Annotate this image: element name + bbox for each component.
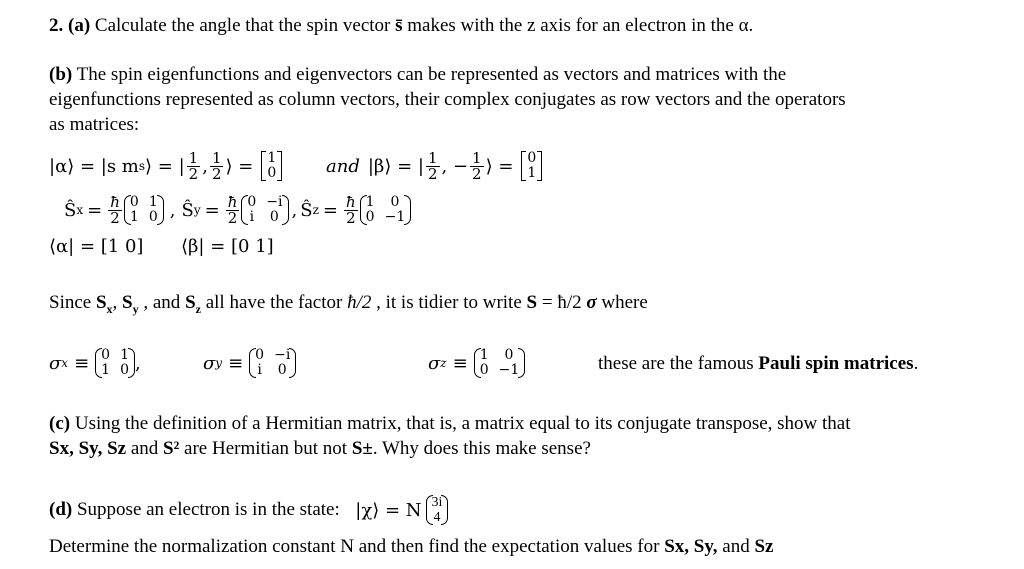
- question-c-label: (c): [49, 413, 71, 434]
- operator-list: Sx, Sy, Sz: [49, 438, 127, 459]
- sx-matrix: [124, 195, 164, 225]
- hbar-over-2: [108, 192, 122, 227]
- question-b-label: (b): [49, 64, 73, 85]
- chi-ket: |χ⟩ = N: [355, 499, 422, 521]
- since-t1: Since: [49, 292, 96, 313]
- matrix-cell: −1: [384, 209, 406, 225]
- question-d-line1: [49, 490, 448, 530]
- equiv: ≡: [228, 352, 244, 374]
- pauli-note: [598, 352, 918, 376]
- chi-column-vector: [426, 495, 449, 525]
- sz-matrix: [360, 195, 412, 225]
- numerator: ħ: [346, 192, 356, 211]
- Sz-label: Sz: [754, 536, 774, 557]
- matrix-cell: 0: [390, 194, 400, 210]
- matrix-cell: 1: [479, 347, 489, 363]
- question-c-line1: [49, 412, 851, 436]
- matrix-cell: −i: [266, 194, 283, 210]
- question-c-text1: Using the definition of a Hermitian matrix, that is, a matrix equal to its conjugate transpose, show that: [70, 413, 851, 434]
- matrix-cell: 0: [247, 194, 257, 210]
- numerator: 1: [427, 148, 438, 167]
- matrix-cell: 0: [101, 347, 111, 363]
- denominator: 2: [110, 208, 120, 227]
- matrix-cell: i: [257, 362, 262, 378]
- numerator: 1: [188, 148, 199, 167]
- alpha-close: ⟩ =: [225, 155, 254, 177]
- beta-bra: ⟨β| = [0 1]: [181, 236, 274, 257]
- matrix-cell: 3i: [431, 495, 443, 510]
- alpha-mid: ⟩ = |: [145, 155, 185, 177]
- matrix-cell: 1: [120, 347, 130, 363]
- question-b-text3: as matrices:: [49, 114, 140, 135]
- question-d-label: (d): [49, 499, 73, 520]
- numerator: ħ: [110, 192, 120, 211]
- Sy-label: S: [122, 292, 133, 313]
- matrix-cell: 0: [277, 362, 287, 378]
- S-label: S: [526, 292, 538, 313]
- question-b-line3: [49, 113, 139, 137]
- matrix-cell: 4: [433, 510, 441, 525]
- sigma-z-matrix: [474, 348, 526, 378]
- alpha-bra: ⟨α| = [1 0]: [49, 236, 144, 257]
- hbar-factor: ħ/2: [347, 292, 372, 313]
- matrix-cell: 1: [148, 194, 158, 210]
- Sx-label: S: [95, 292, 107, 313]
- matrix-cell: 0: [148, 209, 158, 225]
- since-t3: , it is tidier to write: [371, 292, 527, 313]
- spin-operator-equations: Ŝ x = $\frac{ħ}{2}$ 0 1 1 0 , Ŝ y = $\frac{ħ}{2}$ 0 −i i 0 , Ŝ z = $\frac{ħ}{2}$ 1 0 0 −1: [64, 190, 411, 230]
- fraction: [210, 148, 224, 183]
- Sz-label: S: [185, 292, 196, 313]
- question-d-text: Suppose an electron is in the state:: [72, 499, 350, 520]
- matrix-cell: 1: [267, 150, 277, 166]
- beta-ket-equation: [326, 146, 542, 186]
- denominator: 2: [211, 164, 222, 183]
- matrix-cell: 0: [255, 347, 265, 363]
- z-sub: z: [195, 301, 201, 316]
- since-line: [49, 291, 648, 321]
- matrix-cell: −1: [498, 362, 520, 378]
- question-b-text2: eigenfunctions represented as column vectors, their complex conjugates as row vectors and the operators: [49, 89, 846, 110]
- denominator: 2: [427, 164, 438, 183]
- comma: , −: [441, 155, 469, 177]
- sy-operator: Ŝ: [181, 199, 194, 221]
- sigma-x-matrix: [95, 348, 135, 378]
- alpha-ket-equation: [49, 146, 282, 186]
- sx-sub: x: [76, 203, 84, 217]
- sigma-x: σ: [49, 352, 62, 374]
- y-sub: y: [132, 301, 139, 316]
- matrix-cell: 0: [267, 165, 277, 181]
- sigma-symbol: σ: [586, 292, 597, 313]
- question-b-line1: [49, 63, 786, 87]
- question-a-end: makes with the z axis for an electron in the α.: [402, 15, 754, 36]
- matrix-cell: 1: [101, 362, 111, 378]
- matrix-cell: 0: [527, 150, 537, 166]
- pauli-y: [203, 343, 296, 383]
- matrix-cell: 1: [129, 209, 139, 225]
- equiv: ≡: [74, 352, 90, 374]
- matrix-cell: 1: [527, 165, 537, 181]
- matrix-cell: 0: [365, 209, 375, 225]
- denominator: 2: [472, 164, 482, 183]
- since-t4: where: [596, 292, 648, 313]
- pauli-z: [428, 343, 525, 383]
- question-d-text2: Determine the normalization constant N and then find the expectation values for: [49, 536, 665, 557]
- and-text: , and: [138, 292, 186, 313]
- hbar-over-2: [344, 192, 358, 227]
- comma1: ,: [112, 292, 123, 313]
- sigma-z: σ: [428, 352, 441, 374]
- matrix-cell: 0: [120, 362, 130, 378]
- question-b-text1: The spin eigenfunctions and eigenvectors can be represented as vectors and matrices with the: [72, 64, 787, 85]
- question-a: [49, 14, 753, 38]
- spin-vector-symbol: s̄: [395, 15, 403, 36]
- sigma-y: σ: [203, 352, 216, 374]
- question-c-end: . Why does this make sense?: [372, 438, 591, 459]
- alpha-sub: s: [138, 159, 146, 173]
- x-sub: x: [106, 301, 113, 316]
- sz-operator: Ŝ: [300, 199, 313, 221]
- x-sub: x: [61, 356, 69, 370]
- fraction: [426, 148, 440, 183]
- since-t2: all have the factor: [200, 292, 348, 313]
- hbar-over-2: [226, 192, 240, 227]
- z-sub: z: [440, 356, 447, 370]
- sigma-y-matrix: [249, 348, 296, 378]
- equals: =: [204, 199, 220, 221]
- matrix-cell: 0: [504, 347, 514, 363]
- question-a-label: 2. (a): [49, 15, 91, 36]
- and-text: and: [717, 536, 755, 557]
- operator-list: Sx, Sy,: [664, 536, 718, 557]
- beta-column-vector: [521, 151, 542, 181]
- sy-sub: y: [193, 203, 201, 217]
- y-sub: y: [215, 356, 223, 370]
- matrix-cell: i: [249, 209, 255, 225]
- fraction: [470, 148, 484, 183]
- s-squared: S²: [163, 438, 180, 459]
- beta-lhs: |β⟩ = |: [367, 155, 424, 177]
- matrix-cell: 1: [365, 194, 375, 210]
- numerator: ħ: [227, 192, 238, 211]
- pauli-note-bold: Pauli spin matrices: [758, 353, 914, 374]
- eq-hbar: = ħ/2: [537, 292, 587, 313]
- matrix-cell: 0: [269, 209, 279, 225]
- numerator: 1: [211, 148, 222, 167]
- matrix-cell: −i: [274, 347, 291, 363]
- sy-matrix: [241, 195, 288, 225]
- question-a-text: Calculate the angle that the spin vector: [90, 15, 396, 36]
- denominator: 2: [227, 208, 238, 227]
- question-c-line2: [49, 437, 591, 461]
- and-word: and: [326, 155, 360, 177]
- comma: ,: [202, 155, 208, 177]
- pauli-note-text: these are the famous: [598, 353, 759, 374]
- matrix-cell: 0: [479, 362, 489, 378]
- fraction: [187, 148, 201, 183]
- question-d-line2: [49, 535, 773, 559]
- alpha-column-vector: [261, 151, 282, 181]
- question-b-line2: [49, 88, 846, 112]
- s-plus-minus: S±: [351, 438, 373, 459]
- question-c-rest: are Hermitian but not: [179, 438, 352, 459]
- and-text: and: [126, 438, 164, 459]
- alpha-lhs: |α⟩ = |s m: [49, 155, 139, 177]
- equals: =: [322, 199, 338, 221]
- sx-operator: Ŝ: [64, 199, 77, 221]
- denominator: 2: [188, 164, 199, 183]
- sz-sub: z: [312, 203, 319, 217]
- denominator: 2: [346, 208, 356, 227]
- numerator: 1: [472, 148, 482, 167]
- beta-close: ⟩ =: [485, 155, 514, 177]
- pauli-x: σ x ≡ 0 1 1 0 ,: [49, 347, 141, 378]
- period: .: [913, 353, 919, 374]
- equiv: ≡: [452, 352, 468, 374]
- equals: =: [87, 199, 103, 221]
- matrix-cell: 0: [129, 194, 139, 210]
